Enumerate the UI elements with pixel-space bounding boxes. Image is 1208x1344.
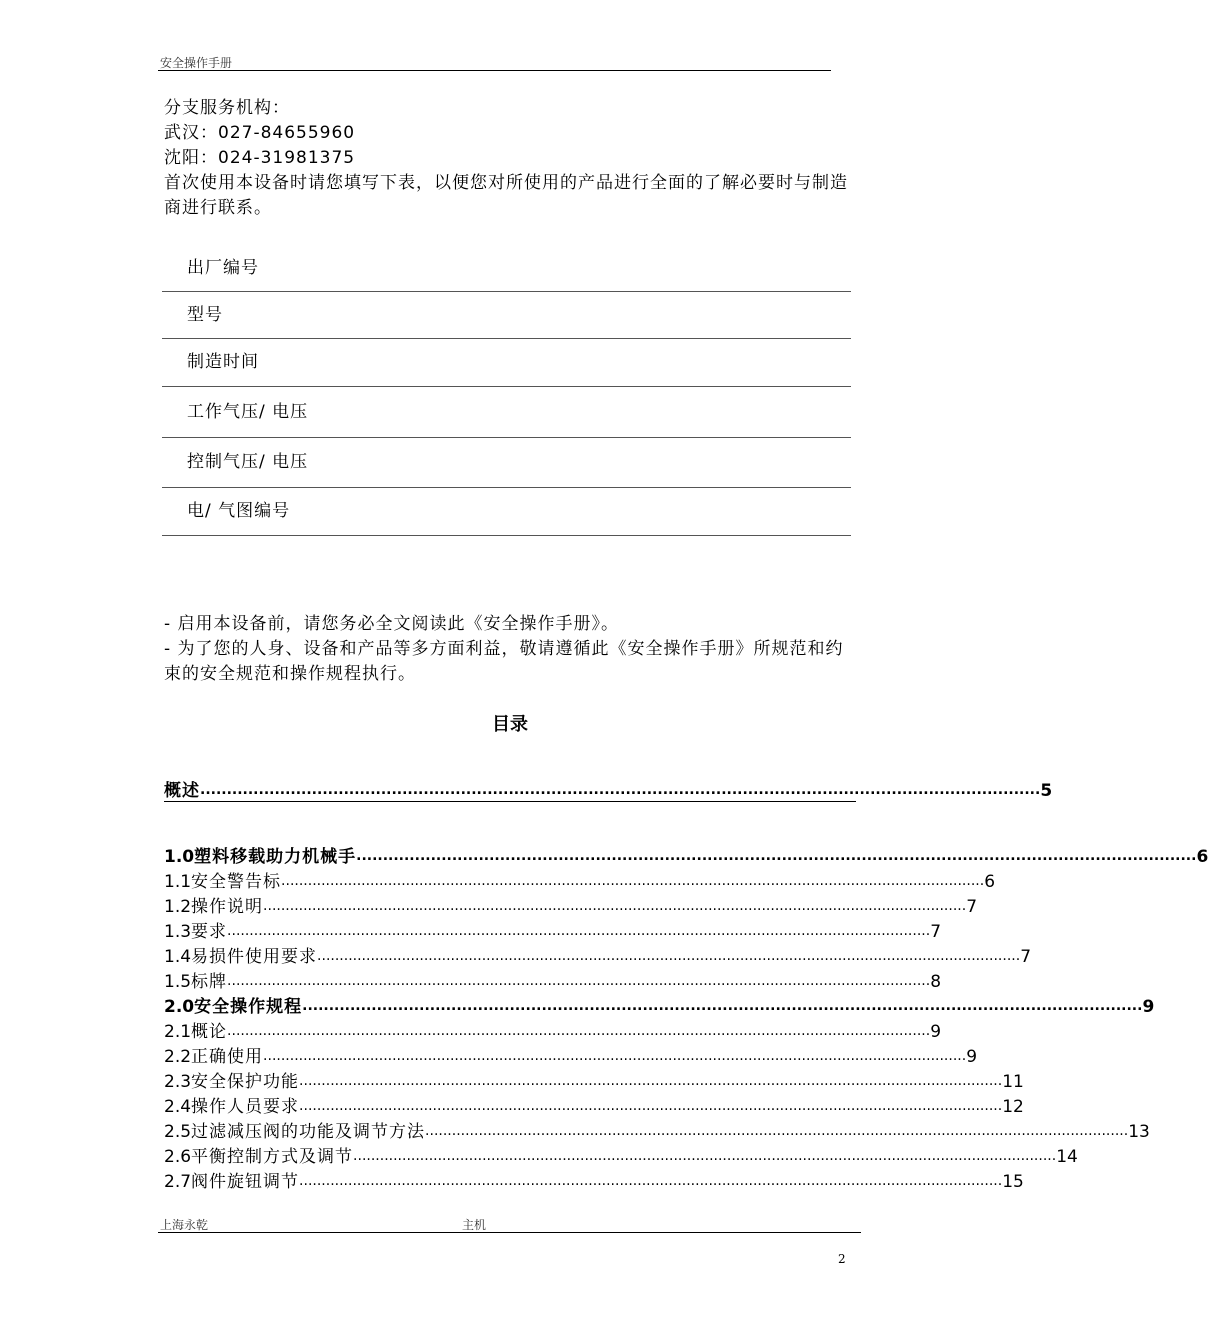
note-item: - 启用本设备前，请您务必全文阅读此《安全操作手册》。 xyxy=(164,614,620,634)
toc-entry-title: 概述 xyxy=(164,781,200,801)
toc-leader: .............................................................................................................................................................. xyxy=(281,873,985,889)
toc-leader: .............................................................................................................................................................. xyxy=(200,782,1041,798)
toc-entry-page: 5 xyxy=(1040,781,1053,801)
toc-entry-page: 11 xyxy=(1002,1072,1024,1092)
toc-entry-page: 9 xyxy=(966,1047,978,1067)
info-label: 制造时间 xyxy=(187,352,259,372)
toc-leader: .............................................................................................................................................................. xyxy=(263,898,967,914)
toc-entry-page: 9 xyxy=(1142,997,1155,1017)
toc-entry-title: 标牌 xyxy=(191,972,228,992)
toc-entry-page: 13 xyxy=(1128,1122,1150,1142)
toc-entry[interactable] xyxy=(164,917,942,942)
toc-entry-title: 概论 xyxy=(191,1022,228,1042)
info-label: 控制气压/ 电压 xyxy=(187,452,309,472)
toc-leader: .............................................................................................................................................................. xyxy=(425,1123,1129,1139)
toc-entry[interactable] xyxy=(164,867,996,892)
info-row-serial xyxy=(162,246,851,292)
branch-shenyang: 沈阳：024-31981375 xyxy=(164,148,356,168)
toc-entry[interactable] xyxy=(164,992,1155,1017)
toc-leader: .............................................................................................................................................................. xyxy=(299,1173,1003,1189)
toc-title: 目录 xyxy=(492,714,528,735)
toc-entry-title: 平衡控制方式及调节 xyxy=(191,1147,354,1167)
toc-entry[interactable] xyxy=(164,1042,978,1067)
toc-leader: .............................................................................................................................................................. xyxy=(227,973,931,989)
notes-section xyxy=(164,612,856,687)
toc-entry-overview[interactable] xyxy=(164,776,1053,802)
toc-entry-number: 2.6 xyxy=(164,1147,192,1167)
branch-wuhan: 武汉：027-84655960 xyxy=(164,123,356,143)
toc-entry-title: 过滤减压阀的功能及调节方法 xyxy=(191,1122,426,1142)
toc-entry[interactable] xyxy=(164,942,1032,967)
toc-entry-page: 7 xyxy=(1020,947,1032,967)
toc-leader: .............................................................................................................................................................. xyxy=(356,848,1197,864)
toc-entry-title: 塑料移载助力机械手 xyxy=(194,847,357,867)
toc-entry-number: 2.3 xyxy=(164,1072,192,1092)
toc-entry[interactable] xyxy=(164,842,1208,867)
toc-entry-page: 14 xyxy=(1056,1147,1078,1167)
info-row-date xyxy=(162,339,851,387)
note-item: - 为了您的人身、设备和产品等多方面利益，敬请遵循此《安全操作手册》所规范和约束的安全规范和操作规程执行。 xyxy=(164,639,844,684)
info-row-control-pressure xyxy=(162,438,851,488)
toc-entry-title: 易损件使用要求 xyxy=(191,947,318,967)
info-row-model xyxy=(162,292,851,339)
toc-entry[interactable] xyxy=(164,1142,1078,1167)
toc-entry-page: 6 xyxy=(984,872,996,892)
toc-entry[interactable] xyxy=(164,1067,1024,1092)
toc-entry-page: 7 xyxy=(966,897,978,917)
toc-entry-page: 15 xyxy=(1002,1172,1024,1192)
toc-entry[interactable] xyxy=(164,892,978,917)
toc-entry[interactable] xyxy=(164,1092,1024,1117)
toc-entry-number: 1.2 xyxy=(164,897,192,917)
toc-entry-title: 安全警告标 xyxy=(191,872,282,892)
footer-company: 上海永乾 xyxy=(160,1218,209,1232)
toc-entry-page: 12 xyxy=(1002,1097,1024,1117)
toc-entry-page: 7 xyxy=(930,922,942,942)
product-info-table xyxy=(162,246,851,536)
info-row-working-pressure xyxy=(162,387,851,438)
info-label: 出厂编号 xyxy=(187,258,259,278)
header-divider xyxy=(158,70,831,71)
toc-entry-page: 9 xyxy=(930,1022,942,1042)
toc-entry-number: 2.4 xyxy=(164,1097,192,1117)
toc-entry-number: 1.1 xyxy=(164,872,192,892)
toc-leader: .............................................................................................................................................................. xyxy=(302,998,1143,1014)
info-label: 工作气压/ 电压 xyxy=(187,401,309,422)
footer-divider xyxy=(158,1232,861,1233)
toc-entry-title: 安全操作规程 xyxy=(194,997,303,1017)
toc-entry-title: 阀件旋钮调节 xyxy=(191,1172,300,1192)
info-label: 型号 xyxy=(187,304,223,325)
toc-leader: .............................................................................................................................................................. xyxy=(317,948,1021,964)
toc-entry-number: 2.5 xyxy=(164,1122,192,1142)
toc-entry-title: 操作人员要求 xyxy=(191,1097,300,1117)
toc-entry-number: 1.4 xyxy=(164,947,192,967)
page-number: 2 xyxy=(838,1252,846,1266)
toc-entry-page: 8 xyxy=(930,972,942,992)
toc-entry-number: 1.5 xyxy=(164,972,192,992)
toc-entry-number: 1.0 xyxy=(164,847,195,867)
footer-section: 主机 xyxy=(462,1218,487,1232)
toc-entry-number: 2.1 xyxy=(164,1022,192,1042)
branch-title: 分支服务机构： xyxy=(164,98,290,118)
toc-entry-title: 安全保护功能 xyxy=(191,1072,300,1092)
toc-entry[interactable] xyxy=(164,1017,942,1042)
toc-leader: .............................................................................................................................................................. xyxy=(227,923,931,939)
info-row-diagram-number xyxy=(162,488,851,536)
toc-entry-page: 6 xyxy=(1196,847,1208,867)
toc-entry-number: 1.3 xyxy=(164,922,192,942)
toc-entry-title: 要求 xyxy=(191,922,228,942)
toc-leader: .............................................................................................................................................................. xyxy=(263,1048,967,1064)
toc-entry[interactable] xyxy=(164,1117,1150,1142)
instruction-text: 首次使用本设备时请您填写下表，以便您对所使用的产品进行全面的了解必要时与制造商进行联系。 xyxy=(164,173,848,218)
toc-leader: .............................................................................................................................................................. xyxy=(299,1098,1003,1114)
toc-leader: .............................................................................................................................................................. xyxy=(227,1023,931,1039)
toc-entry[interactable] xyxy=(164,1167,1024,1192)
toc-entry-number: 2.0 xyxy=(164,997,195,1017)
toc-entry-number: 2.7 xyxy=(164,1172,192,1192)
page-header-title: 安全操作手册 xyxy=(160,56,233,70)
toc-entry-title: 正确使用 xyxy=(191,1047,264,1067)
info-label: 电/ 气图编号 xyxy=(187,501,291,521)
toc-entry-number: 2.2 xyxy=(164,1047,192,1067)
intro-section xyxy=(164,96,856,221)
toc-entry[interactable] xyxy=(164,967,942,992)
toc-leader: .............................................................................................................................................................. xyxy=(353,1148,1057,1164)
toc-entry-title: 操作说明 xyxy=(191,897,264,917)
toc-leader: .............................................................................................................................................................. xyxy=(299,1073,1003,1089)
